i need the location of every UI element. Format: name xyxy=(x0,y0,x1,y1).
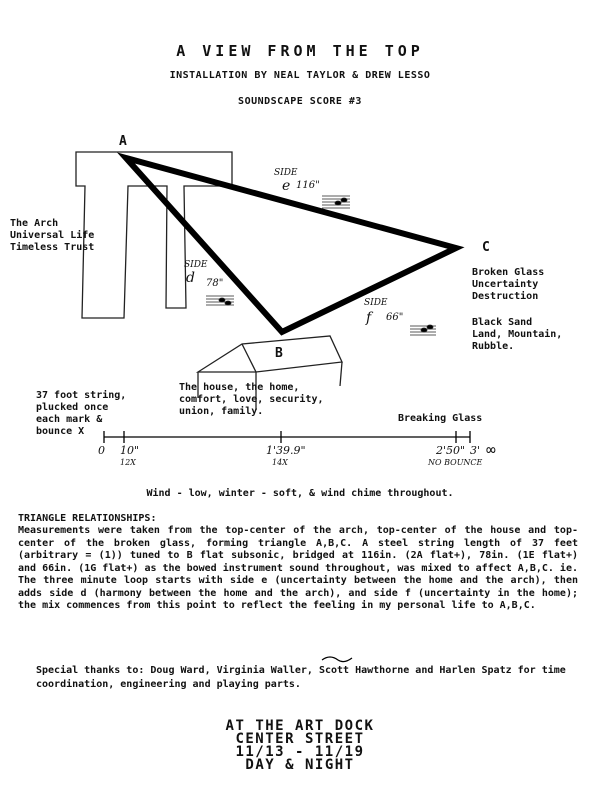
side-d-word: SIDE xyxy=(184,260,208,270)
side-d-length: 78" xyxy=(206,278,224,289)
dates-line: 11/13 - 11/19 xyxy=(235,744,365,760)
arch-description: The Arch Universal Life Timeless Trust xyxy=(10,218,95,253)
side-f-word: SIDE xyxy=(364,298,388,308)
time-0: 0 xyxy=(98,444,105,457)
page-title: A VIEW FROM THE TOP xyxy=(176,42,424,60)
time-4: 3' xyxy=(470,444,481,457)
timeline-axis xyxy=(104,431,470,443)
time-3-bounce: NO BOUNCE xyxy=(428,458,483,467)
glass-description: Broken Glass Uncertainty Destruction xyxy=(472,267,545,302)
triangle-abc xyxy=(126,158,456,332)
side-e-word: SIDE xyxy=(274,168,298,178)
wind-note: Wind - low, winter - soft, & wind chime throughout. xyxy=(146,488,454,499)
infinity-icon: ∞ xyxy=(486,440,496,459)
point-b-label: B xyxy=(275,346,283,361)
relationships-heading: TRIANGLE RELATIONSHIPS: xyxy=(18,513,157,524)
string-description: 37 foot string, plucked once each mark & bounce X xyxy=(36,390,127,437)
signature-squiggle xyxy=(322,657,352,662)
thanks-note: Special thanks to: Doug Ward, Virginia Waller, Scott Hawthorne and Harlen Spatz for time coordination, engineering and playing parts. xyxy=(36,665,566,690)
house-description: The house, the home, comfort, love, security, union, family. xyxy=(179,382,324,417)
side-f-length: 66" xyxy=(386,312,404,323)
time-2: 1'39.9" xyxy=(266,444,306,457)
sand-description: Black Sand Land, Mountain, Rubble. xyxy=(472,317,563,352)
side-d-letter: d xyxy=(186,270,195,286)
time-2-bounce: 14X xyxy=(272,458,288,467)
relationships-body: Measurements were taken from the top-center of the arch, top-center of the house and top-center of the broken glass, forming triangle A,B,C. A steel string length of 37 feet (arbitrary = (1)) tuned to B flat subsonic, bridged at 116in. (2A flat+), 78in. (1E flat+) and 66in. (1G flat+) as the bowed instrument sound throughout, was mixed to affect A,B,C. ie. The three minute loop starts with side e (uncertainty between the home and the arch), then adds side d (harmony between the home and the arch), and side f (uncertainty in the home); the mix commences from this point to reflect the feeling in my personal life to A,B,C. xyxy=(18,525,578,611)
time-1-bounce: 12X xyxy=(120,458,136,467)
point-a-label: A xyxy=(119,134,127,149)
venue-line: AT THE ART DOCK xyxy=(225,718,375,734)
time-1: 10" xyxy=(120,444,140,457)
score-title: SOUNDSCAPE SCORE #3 xyxy=(238,96,362,107)
installation-credit: INSTALLATION BY NEAL TAYLOR & DREW LESSO xyxy=(169,70,431,81)
side-e-letter: e xyxy=(282,178,291,194)
time-3: 2'50" xyxy=(436,444,466,457)
schedule-line: DAY & NIGHT xyxy=(245,757,355,773)
side-e-length: 116" xyxy=(296,180,320,191)
arch-shape xyxy=(76,152,232,318)
street-line: CENTER STREET xyxy=(235,731,365,747)
staff-e-icon xyxy=(322,196,350,208)
staff-d-icon xyxy=(206,296,234,305)
breaking-glass-label: Breaking Glass xyxy=(398,413,483,424)
side-f-letter: f xyxy=(366,310,372,326)
point-c-label: C xyxy=(482,240,490,255)
staff-f-icon xyxy=(410,325,436,335)
